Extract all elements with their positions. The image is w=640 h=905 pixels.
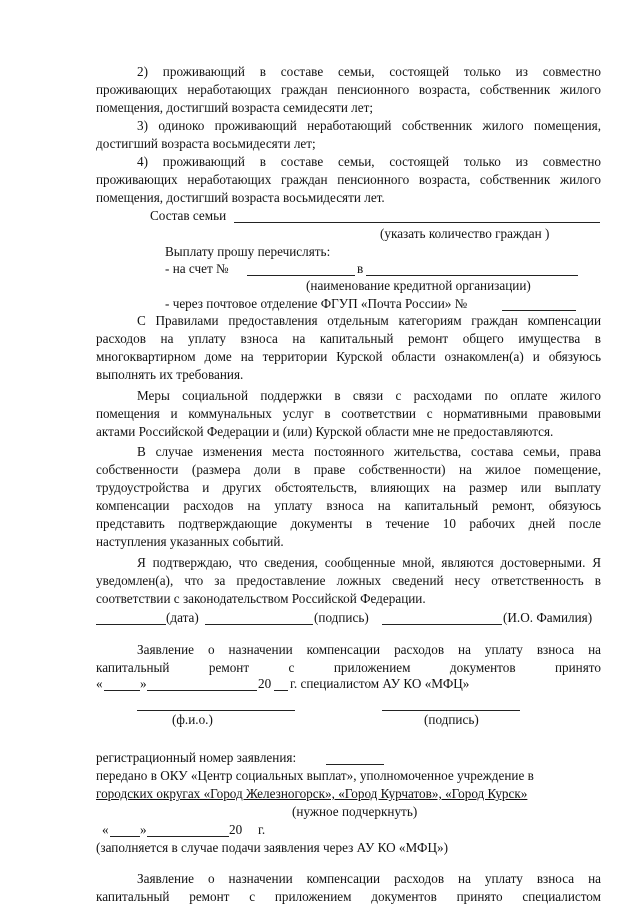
- confirm-line-3: соответствии с законодательством Российской Федерации.: [96, 591, 426, 606]
- mfc-year: 20: [258, 676, 272, 691]
- para-2-line-2: проживающих неработающих граждан пенсионного возраста, собственник жилого: [96, 82, 601, 97]
- change-line-4: компенсации расходов на уплату взноса на капитальный ремонт, обязуюсь: [96, 498, 601, 513]
- reg-month-blank[interactable]: [147, 836, 229, 837]
- para-4-line-3: помещения, достигший возраста восьмидесяти лет.: [96, 190, 385, 205]
- registration-number-blank[interactable]: [326, 764, 384, 765]
- reg-day-blank[interactable]: [110, 836, 140, 837]
- para-3-line-2: достигший возраста восьмидесяти лет;: [96, 136, 316, 151]
- account-number-blank[interactable]: [247, 275, 355, 276]
- mfc-fio-label: (ф.и.о.): [172, 712, 213, 727]
- last-line-2: капитальный ремонт с приложением документов принято специалистом: [96, 889, 601, 904]
- date-label: (дата): [166, 610, 199, 625]
- change-line-2: собственности (размера доли в праве собственности) на жилое помещение,: [96, 462, 601, 477]
- confirm-line-1: Я подтверждаю, что сведения, сообщенные мной, являются достоверными. Я: [137, 555, 601, 570]
- mfc-tail: г. специалистом АУ КО «МФЦ»: [290, 676, 470, 691]
- account-label: - на счет №: [165, 261, 229, 276]
- change-line-6: наступления указанных событий.: [96, 534, 284, 549]
- para-2-line-3: помещения, достигший возраста семидесяти лет;: [96, 100, 374, 115]
- bank-in-label: в: [357, 261, 364, 276]
- change-line-1: В случае изменения места постоянного жительства, состава семьи, права: [137, 444, 601, 459]
- bank-name-blank[interactable]: [366, 275, 578, 276]
- date-blank[interactable]: [96, 624, 166, 625]
- reg-date-open: «: [102, 822, 109, 837]
- change-line-3: трудоустройства и других обстоятельств, влияющих на размер или выплату: [96, 480, 601, 495]
- rules-line-3: многоквартирном доме на территории Курской области ознакомлен(а) и обязуюсь: [96, 349, 601, 364]
- mfc-year-blank[interactable]: [274, 690, 288, 691]
- para-2-line-1: 2) проживающий в составе семьи, состоящей только из совместно: [137, 64, 601, 79]
- signature-blank[interactable]: [205, 624, 313, 625]
- para-4-line-1: 4) проживающий в составе семьи, состоящей только из совместно: [137, 154, 601, 169]
- rules-line-1: С Правилами предоставления отдельным категориям граждан компенсации: [137, 313, 601, 328]
- measures-line-2: помещения и коммунальных услуг в соответствии с нормативными правовыми: [96, 406, 601, 421]
- mfc-fio-blank[interactable]: [137, 710, 295, 711]
- mfc-month-blank[interactable]: [147, 690, 257, 691]
- rules-line-4: выполнять их требования.: [96, 367, 244, 382]
- registration-label: регистрационный номер заявления:: [96, 750, 297, 765]
- payment-intro: Выплату прошу перечислять:: [165, 244, 331, 259]
- reg-date-close: »: [140, 822, 147, 837]
- bank-hint: (наименование кредитной организации): [306, 278, 531, 293]
- reg-year-tail: г.: [258, 822, 266, 837]
- mfc-day-blank[interactable]: [104, 690, 140, 691]
- mfc-date-close: »: [140, 676, 147, 691]
- registration-line-1: передано в ОКУ «Центр социальных выплат», уполномоченное учреждение в: [96, 768, 534, 783]
- rules-line-2: расходов на уплату взноса на капитальный ремонт общего имущества в: [96, 331, 601, 346]
- measures-line-3: актами Российской Федерации и (или) Курской области мне не предоставляются.: [96, 424, 554, 439]
- confirm-line-2: уведомлен(а), что за предоставление ложных сведений несу ответственность в: [96, 573, 601, 588]
- measures-line-1: Меры социальной поддержки в связи с расходами по оплате жилого: [137, 388, 601, 403]
- registration-line-2: городских округах «Город Железногорск», «Город Курчатов», «Город Курск»: [96, 786, 528, 801]
- family-blank[interactable]: [234, 222, 600, 223]
- change-line-5: представить подтверждающие документы в течение 10 рабочих дней после: [96, 516, 601, 531]
- mfc-line-2: капитальный ремонт с приложением документов принято: [96, 660, 601, 675]
- family-label: Состав семьи: [150, 208, 227, 223]
- mfc-sign-blank[interactable]: [382, 710, 520, 711]
- reg-year: 20: [229, 822, 243, 837]
- name-label: (И.О. Фамилия): [503, 610, 593, 625]
- family-hint: (указать количество граждан ): [380, 226, 550, 241]
- mfc-sign-label: (подпись): [424, 712, 479, 727]
- post-office-blank[interactable]: [502, 310, 576, 311]
- registration-note: (заполняется в случае подачи заявления через АУ КО «МФЦ»): [96, 840, 448, 855]
- para-4-line-2: проживающих неработающих граждан пенсионного возраста, собственник жилого: [96, 172, 601, 187]
- underline-hint: (нужное подчеркнуть): [292, 804, 418, 819]
- para-3-line-1: 3) одиноко проживающий неработающий собственник жилого помещения,: [137, 118, 601, 133]
- mfc-line-1: Заявление о назначении компенсации расходов на уплату взноса на: [137, 642, 601, 657]
- mfc-date-open: «: [96, 676, 103, 691]
- signature-label: (подпись): [314, 610, 369, 625]
- last-line-1: Заявление о назначении компенсации расходов на уплату взноса на: [137, 871, 601, 886]
- post-label: - через почтовое отделение ФГУП «Почта России» №: [165, 296, 468, 311]
- name-blank[interactable]: [382, 624, 502, 625]
